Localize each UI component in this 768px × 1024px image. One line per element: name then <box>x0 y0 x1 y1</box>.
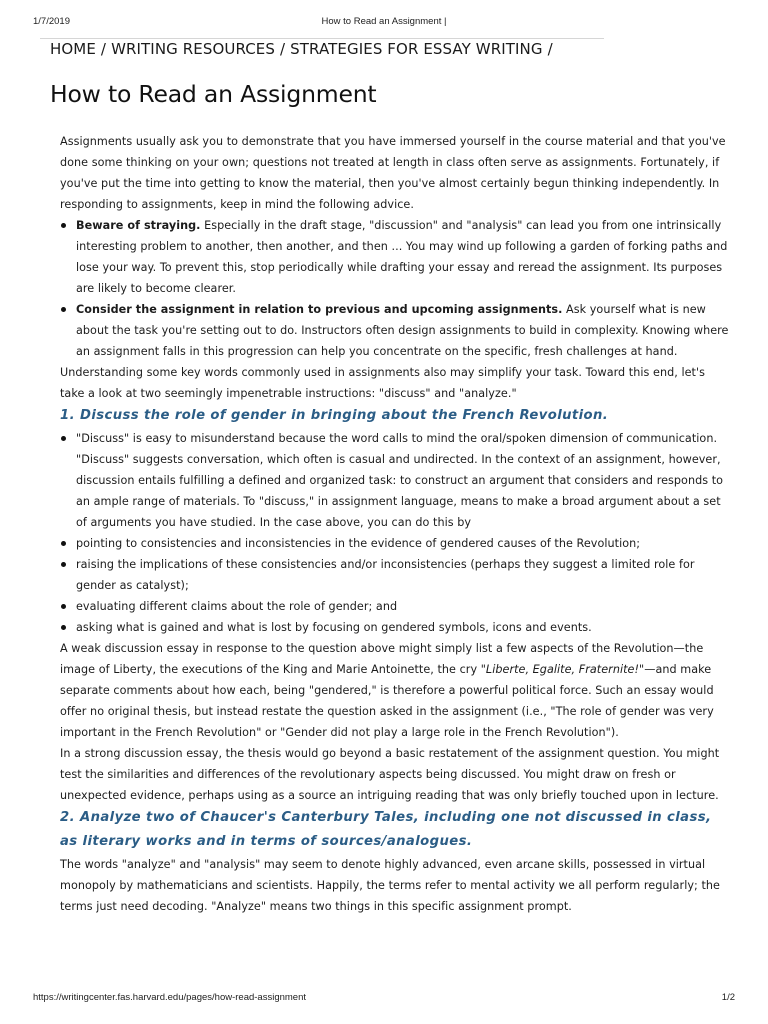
page-title: How to Read an Assignment <box>50 80 377 108</box>
breadcrumb-separator: / <box>280 40 286 58</box>
print-url: https://writingcenter.fas.harvard.edu/pages/how-read-assignment <box>33 992 307 1003</box>
breadcrumb-separator: / <box>547 40 553 58</box>
section-heading-analyze: 2. Analyze two of Chaucer's Canterbury Tales, including one not discussed in class, as literary works and in terms of sources/analogues. <box>60 810 712 849</box>
advice-text: Ask yourself what is new about the task you're setting out to do. Instructors often design assignments to build in complexity. Knowing where an assignment falls in this progression can help you concentrate on the specific, fresh challenges at hand. <box>76 303 729 358</box>
breadcrumb-home-link[interactable]: HOME <box>50 40 96 58</box>
weak-essay-text: A weak discussion essay in response to the question above might simply list a few aspects of the Revolution—the image of Liberty, the executions of the King and Marie Antoinette, the cry <box>60 642 704 676</box>
list-item-text: asking what is gained and what is lost by focusing on gendered symbols, icons and events. <box>76 621 592 634</box>
breadcrumb-writing-resources-link[interactable]: WRITING RESOURCES <box>111 40 275 58</box>
print-page-number: 1/2 <box>721 992 735 1003</box>
bullet-icon <box>61 436 66 441</box>
weak-essay-paragraph <box>60 638 730 743</box>
bullet-icon <box>61 223 66 228</box>
list-item-text: "Discuss" is easy to misunderstand because the word calls to mind the oral/spoken dimension of communication. "Discuss" suggests conversation, which often is casual and undirected. In the context of an assignment, however, discussion entails fulfilling a defined and organized task: to construct an argument that considers and responds to an ample range of materials. To "discuss," in assignment language, means to make a broad argument about a set of arguments you have studied. In the case above, you can do this by <box>76 432 724 529</box>
article-body <box>60 131 730 917</box>
print-date: 1/7/2019 <box>33 16 70 27</box>
list-item <box>60 596 730 617</box>
header-divider <box>40 38 604 39</box>
print-footer <box>33 992 735 1006</box>
bullet-icon <box>61 625 66 630</box>
discuss-list <box>60 428 730 638</box>
print-header <box>33 16 735 30</box>
strong-essay-paragraph: In a strong discussion essay, the thesis would go beyond a basic restatement of the assignment question. You might test the similarities and differences of the revolutionary aspects being discussed. You might draw on fresh or unexpected evidence, perhaps using as a source an intriguing reading that was only briefly touched upon in lecture. <box>60 747 720 802</box>
bullet-icon <box>61 541 66 546</box>
print-page-title: How to Read an Assignment | <box>321 16 447 27</box>
advice-text: Especially in the draft stage, "discussion" and "analysis" can lead you from one intrinsically interesting problem to another, then another, and then ... You may wind up following a garden of forking paths and lose your way. To prevent this, stop periodically while drafting your essay and reread the assignment. Its purposes are likely to become clearer. <box>76 219 728 295</box>
breadcrumb <box>50 40 610 58</box>
advice-lead: Beware of straying. <box>76 219 201 232</box>
list-item <box>60 554 730 596</box>
analyze-paragraph: The words "analyze" and "analysis" may seem to denote highly advanced, even arcane skills, possessed in virtual monopoly by mathematicians and scientists. Happily, the terms refer to mental activity we all perform regularly; the terms just need decoding. "Analyze" means two things in this specific assignment prompt. <box>60 858 720 913</box>
breadcrumb-strategies-link[interactable]: STRATEGIES FOR ESSAY WRITING <box>290 40 543 58</box>
weak-essay-text-cont: —and make separate comments about how each, being "gendered," is therefore a powerful political force. Such an essay would offer no original thesis, but instead restate the question asked in the assignment (i.e., "The role of gender was very important in the French Revolution" or "Gender did not play a large role in the French Revolution"). <box>60 663 714 739</box>
list-item <box>60 428 730 533</box>
keywords-paragraph: Understanding some key words commonly used in assignments also may simplify your task. Toward this end, let's take a look at two seemingly impenetrable instructions: "discuss" and "analyze." <box>60 366 705 400</box>
bullet-icon <box>61 307 66 312</box>
advice-item <box>60 215 730 299</box>
weak-essay-quote: "Liberte, Egalite, Fraternite!" <box>480 663 645 676</box>
list-item-text: pointing to consistencies and inconsistencies in the evidence of gendered causes of the Revolution; <box>76 537 641 550</box>
bullet-icon <box>61 562 66 567</box>
advice-item <box>60 299 730 362</box>
list-item <box>60 617 730 638</box>
breadcrumb-separator: / <box>100 40 107 58</box>
list-item <box>60 533 730 554</box>
advice-list <box>60 215 730 362</box>
bullet-icon <box>61 604 66 609</box>
section-heading-discuss: 1. Discuss the role of gender in bringing about the French Revolution. <box>60 408 609 423</box>
advice-lead: Consider the assignment in relation to previous and upcoming assignments. <box>76 303 563 316</box>
intro-paragraph: Assignments usually ask you to demonstrate that you have immersed yourself in the course material and that you've done some thinking on your own; questions not treated at length in class often serve as assignments. Fortunately, if you've put the time into getting to know the material, then you've almost certainly begun thinking independently. In responding to assignments, keep in mind the following advice. <box>60 135 726 211</box>
list-item-text: evaluating different claims about the role of gender; and <box>76 600 398 613</box>
list-item-text: raising the implications of these consistencies and/or inconsistencies (perhaps they suggest a limited role for gender as catalyst); <box>76 558 695 592</box>
